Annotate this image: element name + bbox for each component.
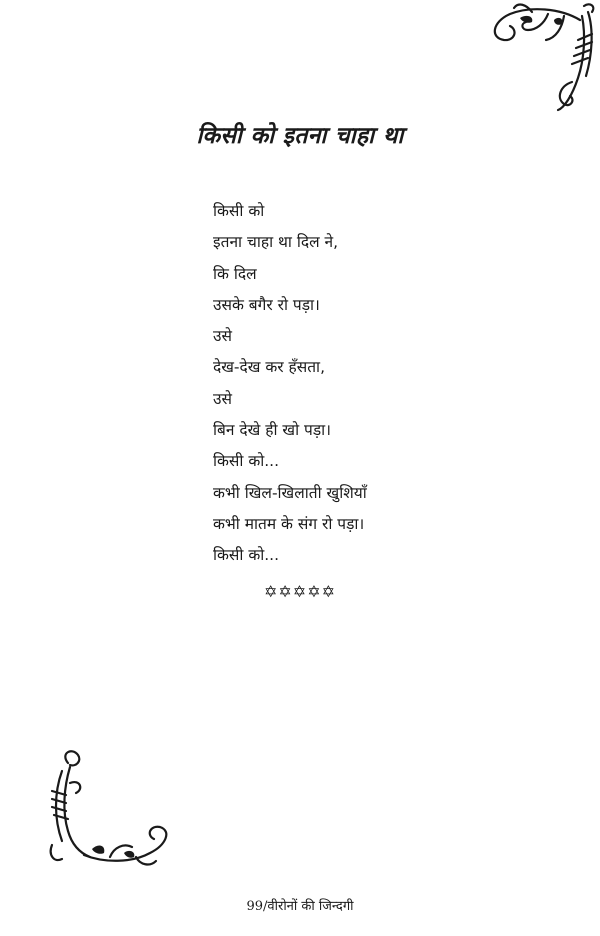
corner-ornament-top-right-icon bbox=[460, 0, 600, 120]
page-footer: 99/वीरोनों की जिन्दगी bbox=[246, 899, 354, 914]
poem-line: इतना चाहा था दिल ने, bbox=[213, 233, 339, 252]
star-separator: ✡✡✡✡✡ bbox=[263, 582, 337, 601]
corner-ornament-bottom-left-icon bbox=[40, 745, 190, 870]
poem-line: कभी खिल-खिलाती खुशियाँ bbox=[213, 483, 367, 502]
poem-body bbox=[213, 196, 367, 572]
poem-line: किसी को... bbox=[213, 546, 280, 565]
poem-title: किसी को इतना चाहा था bbox=[196, 123, 404, 149]
poem-line: बिन देखे ही खो पड़ा। bbox=[213, 421, 332, 440]
poem-line: किसी को bbox=[213, 202, 265, 220]
poem-line: कभी मातम के संग रो पड़ा। bbox=[213, 514, 365, 533]
poem-line: उसे bbox=[213, 389, 232, 408]
poem-line: देख-देख कर हँसता, bbox=[213, 358, 325, 377]
poem-line: उसे bbox=[213, 327, 232, 346]
poem-line: उसके बगैर रो पड़ा। bbox=[213, 295, 320, 314]
poem-line: कि दिल bbox=[213, 264, 257, 283]
poem-line: किसी को... bbox=[213, 452, 280, 471]
